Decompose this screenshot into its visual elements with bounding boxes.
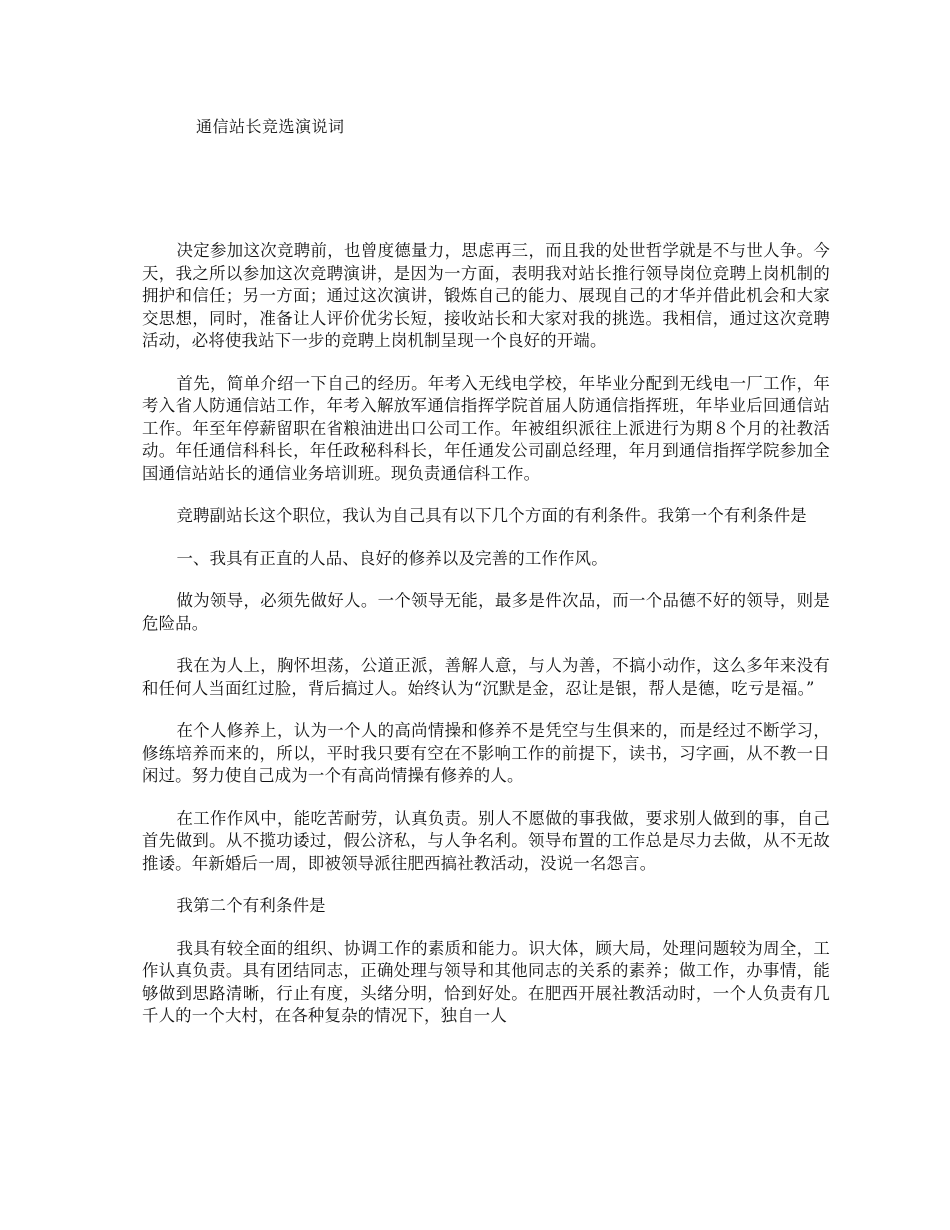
paragraph: 决定参加这次竞聘前，也曾度德量力，思虑再三，而且我的处世哲学就是不与世人争。今天，我之所以参加这次竞聘演讲，是因为一方面，表明我对站长推行领导岗位竞聘上岗机制的拥护和信任；另一方面；通过这次演讲，锻炼自己的能力、展现自己的才华并借此机会和大家交思想，同时，准备让人评价优劣长短，接收站长和大家对我的挑选。我相信，通过这次竞聘活动，必将使我站下一步的竞聘上岗机制呈现一个良好的开端。 [142,241,830,350]
paragraph: 我在为人上，胸怀坦荡，公道正派，善解人意，与人为善，不搞小动作，这么多年来没有和任何人当面红过脸，背后搞过人。始终认为“沉默是金，忍让是银，帮人是德，吃亏是福。” [142,656,830,698]
document-body [142,240,830,1048]
paragraph: 在工作作风中，能吃苦耐劳，认真负责。别人不愿做的事我做，要求别人做到的事，自己首先做到。从不揽功诿过，假公济私，与人争名利。领导布置的工作总是尽力去做，从不无故推诿。年新婚后一周，即被领导派往肥西搞社教活动，没说一名怨言。 [142,808,830,873]
paragraph: 做为领导，必须先做好人。一个领导无能，最多是件次品，而一个品德不好的领导，则是危险品。 [142,591,830,633]
paragraph: 我第二个有利条件是 [176,896,326,915]
paragraph: 在个人修养上，认为一个人的高尚情操和修养不是凭空与生俱来的，而是经过不断学习，修练培养而来的，所以，平时我只要有空在不影响工作的前提下，读书，习字画，从不教一日闲过。努力使自己成为一个有高尚情操有修养的人。 [142,721,830,785]
paragraph: 首先，简单介绍一下自己的经历。年考入无线电学校，年毕业分配到无线电一厂工作，年考入省人防通信站工作，年考入解放军通信指挥学院首届人防通信指挥班，年毕业后回通信站工作。年至年停薪留职在省粮油进出口公司工作。年被组织派往上派进行为期８个月的社教活动。年任通信科科长，年任政秘科科长，年任通发公司副总经理，年月到通信指挥学院参加全国通信站站长的通信业务培训班。现负责通信科工作。 [142,373,830,483]
paragraph: 我具有较全面的组织、协调工作的素质和能力。识大体，顾大局，处理问题较为周全，工作认真负责。具有团结同志，正确处理与领导和其他同志的关系的素养；做工作，办事情，能够做到思路清晰，行止有度，头绪分明，恰到好处。在肥西开展社教活动时，一个人负责有几千人的一个大村，在各种复杂的情况下，独自一人 [142,938,830,1025]
paragraph: 一、我具有正直的人品、良好的修养以及完善的工作作风。 [176,548,608,568]
paragraph: 竞聘副站长这个职位，我认为自己具有以下几个方面的有利条件。我第一个有利条件是 [176,506,807,525]
document-title: 通信站长竞选演说词 [196,117,345,136]
